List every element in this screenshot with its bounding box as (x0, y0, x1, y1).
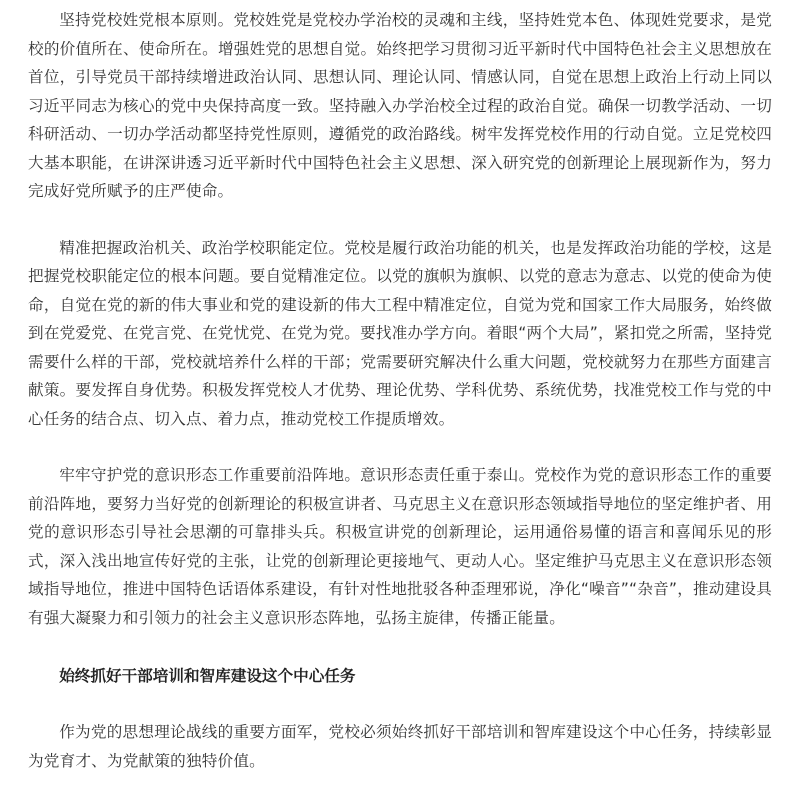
paragraph-political-positioning: 精准把握政治机关、政治学校职能定位。党校是履行政治功能的机关，也是发挥政治功能的学校，这是把握党校职能定位的根本问题。要自觉精准定位。以党的旗帜为旗帜、以党的意志为意志、以党的使命为使命，自觉在党的新的伟大事业和党的建设新的伟大工程中精准定位，自觉为党和国家工作大局服务，始终做到在党爱党、在党言党、在党忧党、在党为党。要找准办学方向。着眼“两个大局”，紧扣党之所需，坚持党需要什么样的干部，党校就培养什么样的干部；党需要研究解决什么重大问题，党校就努力在那些方面建言献策。要发挥自身优势。积极发挥党校人才优势、理论优势、学科优势、系统优势，找准党校工作与党的中心任务的结合点、切入点、着力点，推动党校工作提质增效。 (28, 238, 772, 428)
paragraph-closing: 作为党的思想理论战线的重要方面军，党校必须始终抓好干部培训和智库建设这个中心任务，持续彰显为党育才、为党献策的独特价值。 (28, 723, 772, 770)
section-heading: 始终抓好干部培训和智库建设这个中心任务 (59, 667, 356, 685)
paragraph-ideology-frontline: 牢牢守护党的意识形态工作重要前沿阵地。意识形态责任重于泰山。党校作为党的意识形态工作的重要前沿阵地，要努力当好党的创新理论的积极宣讲者、马克思主义在意识形态领域指导地位的坚定维护者、用党的意识形态引导社会思潮的可靠排头兵。积极宣讲党的创新理论，运用通俗易懂的语言和喜闻乐见的形式，深入浅出地宣传好党的主张，让党的创新理论更接地气、更动人心。坚定维护马克思主义在意识形态领域指导地位，推进中国特色话语体系建设，有针对性地批驳各种歪理邪说，净化“噪音”“杂音”，推动建设具有强大凝聚力和引领力的社会主义意识形态阵地，弘扬主旋律，传播正能量。 (28, 466, 772, 627)
paragraph-party-school-principle: 坚持党校姓党根本原则。党校姓党是党校办学治校的灵魂和主线，坚持姓党本色、体现姓党要求，是党校的价值所在、使命所在。增强姓党的思想自觉。始终把学习贯彻习近平新时代中国特色社会主义思想放在首位，引导党员干部持续增进政治认同、思想认同、理论认同、情感认同，自觉在思想上政治上行动上同以习近平同志为核心的党中央保持高度一致。坚持融入办学治校全过程的政治自觉。确保一切教学活动、一切科研活动、一切办学活动都坚持党性原则，遵循党的政治路线。树牢发挥党校作用的行动自觉。立足党校四大基本职能，在讲深讲透习近平新时代中国特色社会主义思想、深入研究党的创新理论上展现新作为，努力完成好党所赋予的庄严使命。 (28, 11, 772, 200)
